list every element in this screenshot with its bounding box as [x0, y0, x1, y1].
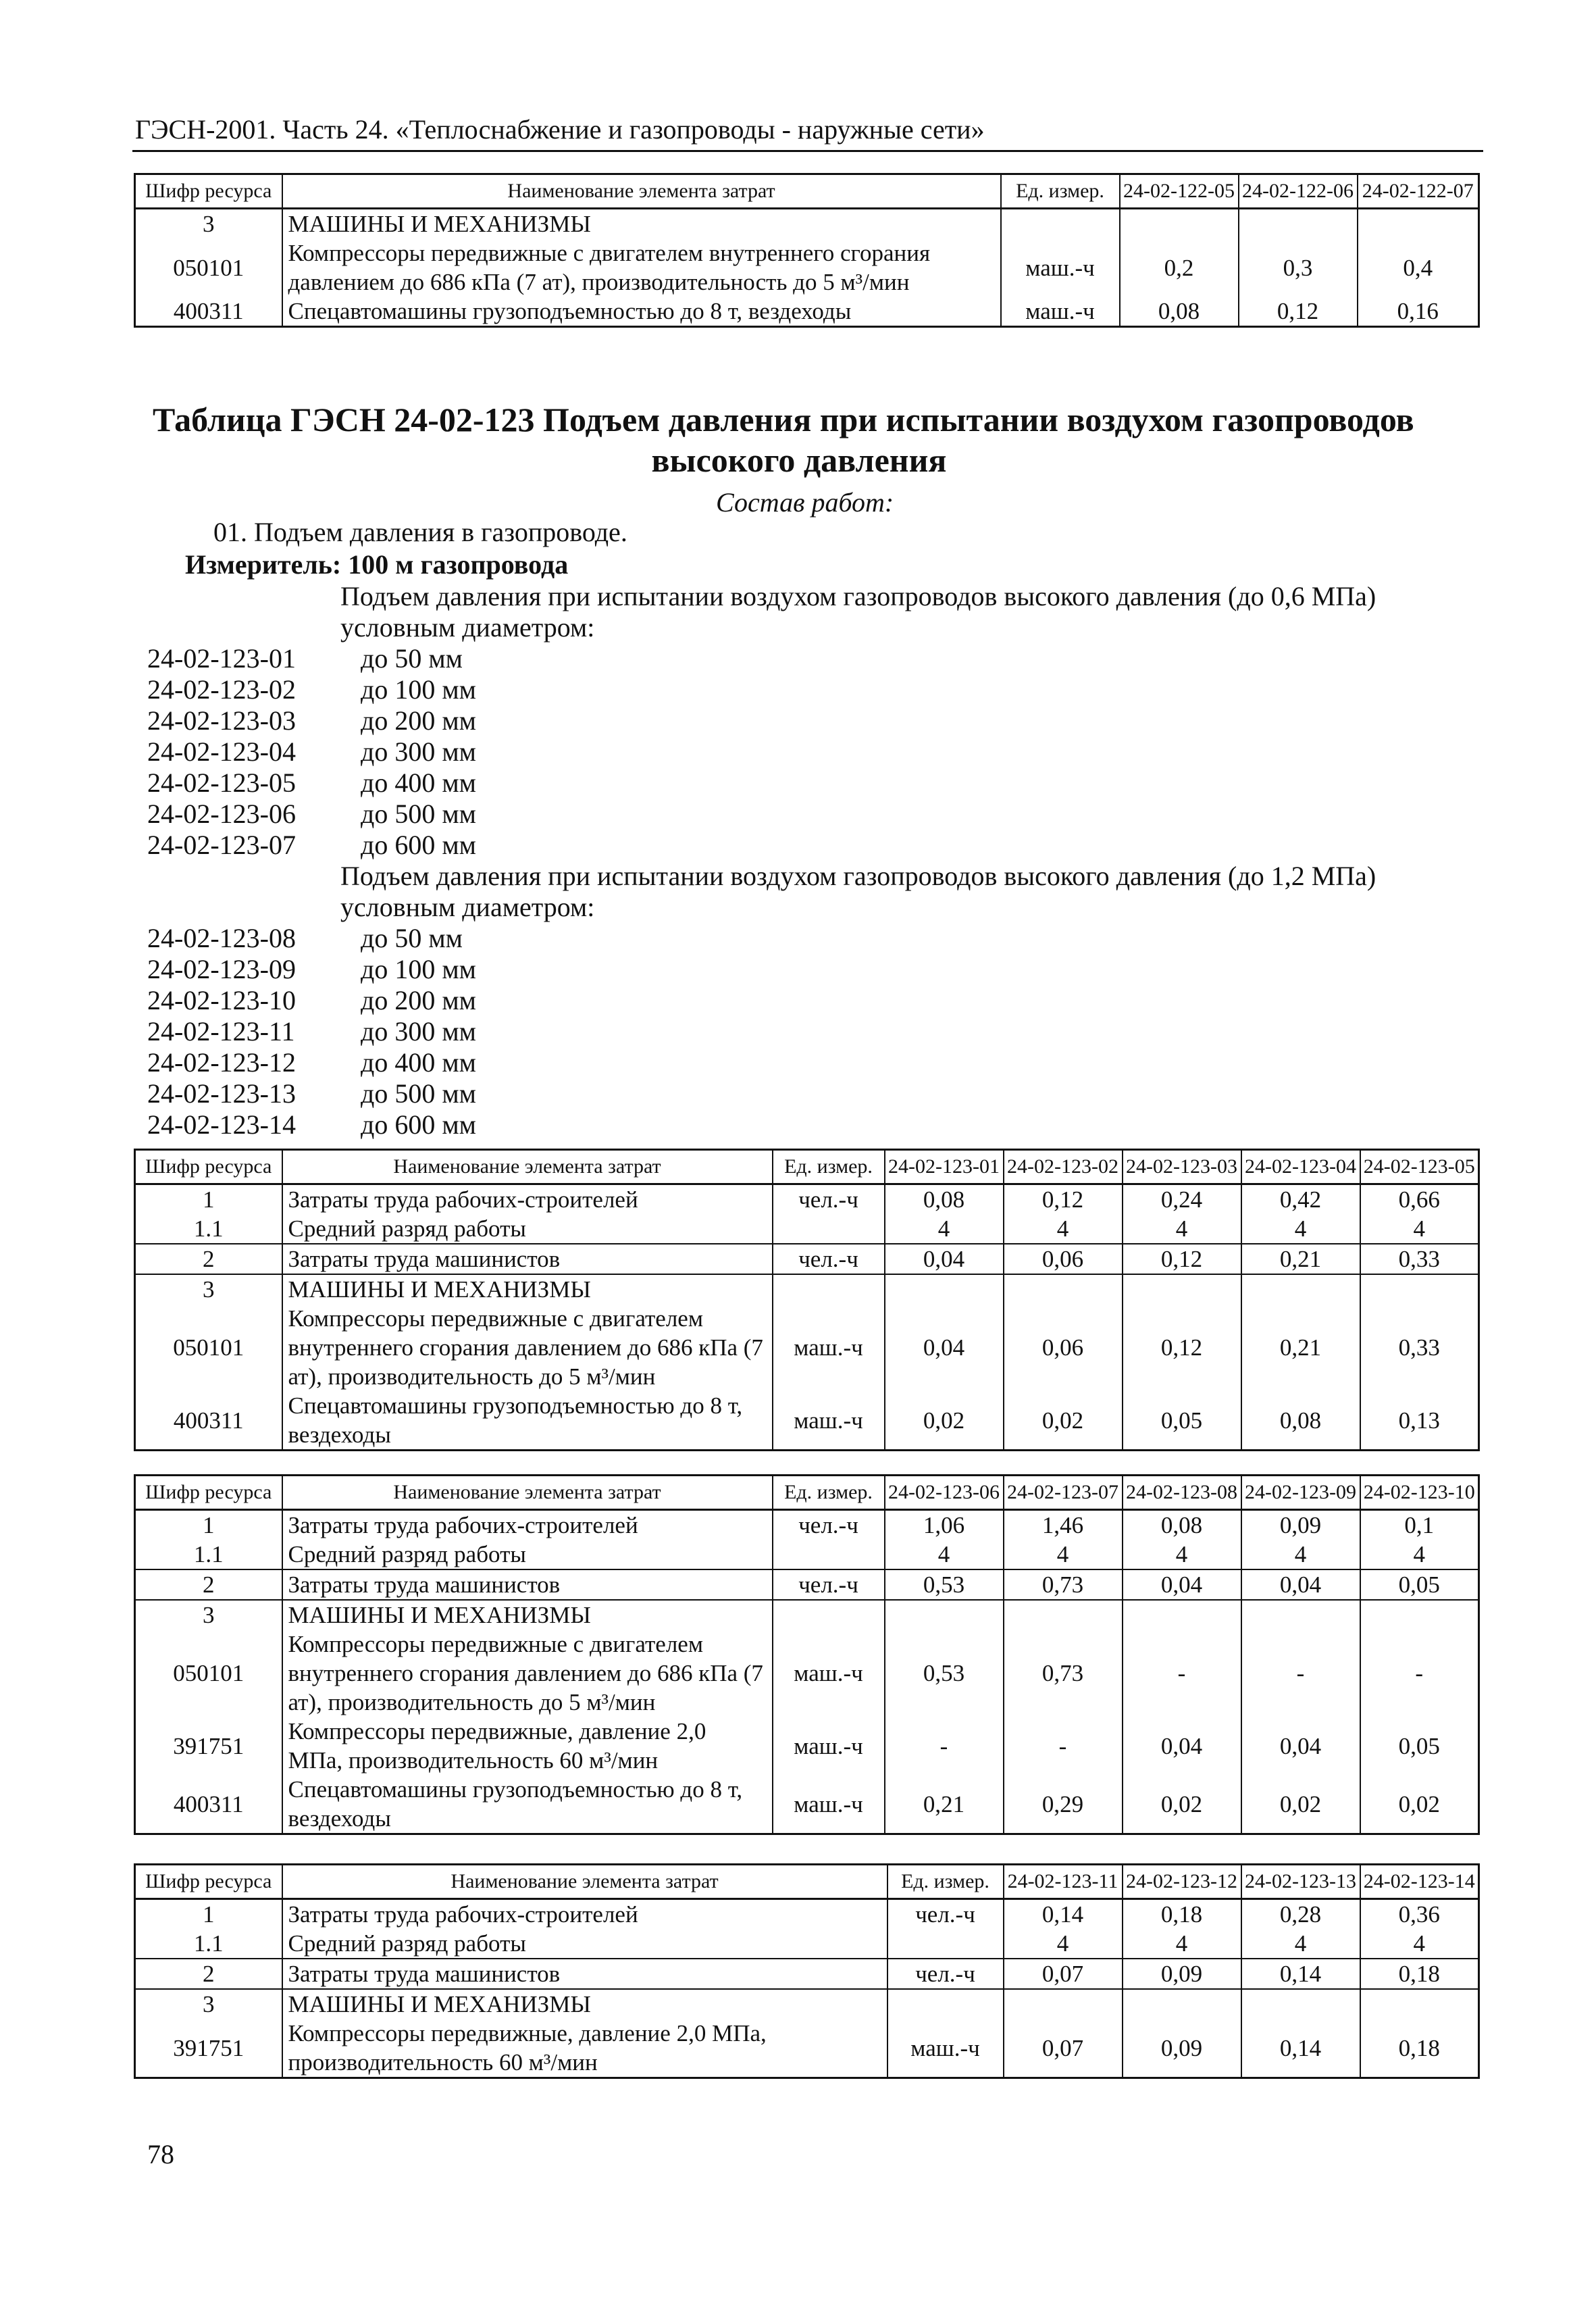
value-cell	[1123, 1600, 1241, 1630]
value-cell: 0,05	[1360, 1717, 1479, 1775]
value-cell: 0,13	[1360, 1391, 1479, 1451]
value-cell	[1004, 1274, 1123, 1304]
value-cell	[1241, 1989, 1360, 2019]
value-cell: 0,21	[1241, 1244, 1360, 1274]
code-list-item	[147, 643, 476, 674]
resource-code: 400311	[135, 297, 282, 327]
diameter-text: до 100 мм	[361, 954, 476, 984]
value-cell: 4	[1360, 1214, 1479, 1244]
norm-code: 24-02-123-08	[147, 923, 296, 953]
table-row	[135, 1717, 1479, 1775]
table-row	[135, 1775, 1479, 1834]
unit-cell	[887, 1989, 1004, 2019]
value-cell: 0,08	[1120, 297, 1239, 327]
value-cell	[1360, 1274, 1479, 1304]
diameter-text: до 200 мм	[361, 705, 476, 736]
value-cell: 0,02	[1241, 1775, 1360, 1834]
header-unit: Ед. измер.	[773, 1150, 885, 1184]
value-cell: 0,28	[1241, 1899, 1360, 1930]
table-row	[135, 2019, 1479, 2078]
value-cell: 4	[1004, 1540, 1123, 1569]
table-row	[135, 297, 1479, 327]
value-cell: 0,18	[1123, 1899, 1241, 1930]
value-cell: 0,02	[1123, 1775, 1241, 1834]
value-cell: 0,09	[1123, 1959, 1241, 1989]
value-cell	[1004, 1989, 1123, 2019]
unit-cell: чел.-ч	[887, 1899, 1004, 1930]
table-row	[135, 209, 1479, 239]
header-name: Наименование элемента затрат	[282, 1150, 773, 1184]
value-cell	[1241, 1274, 1360, 1304]
value-cell: 0,18	[1360, 1959, 1479, 1989]
value-cell: 4	[1004, 1214, 1123, 1244]
page-number: 78	[147, 2139, 174, 2169]
resource-code: 3	[135, 1274, 282, 1304]
header-norm-code: 24-02-123-02	[1004, 1150, 1123, 1184]
value-cell	[1004, 1600, 1123, 1630]
value-cell: 4	[1241, 1929, 1360, 1959]
resource-code: 050101	[135, 1630, 282, 1717]
group2-code-list	[147, 923, 476, 1140]
value-cell: 0,14	[1241, 1959, 1360, 1989]
value-cell: 0,12	[1123, 1304, 1241, 1391]
cost-element-name: Спецавтомашины грузоподъемностью до 8 т, вездеходы	[282, 1775, 773, 1834]
unit-cell: маш.-ч	[1001, 238, 1120, 297]
code-list-item	[147, 1047, 476, 1078]
value-cell: 0,33	[1360, 1304, 1479, 1391]
group1-code-list	[147, 643, 476, 861]
value-cell: 0,06	[1004, 1304, 1123, 1391]
norm-code: 24-02-123-01	[147, 643, 296, 674]
norm-code: 24-02-123-12	[147, 1047, 296, 1078]
table-row	[135, 1274, 1479, 1304]
value-cell: 4	[1123, 1214, 1241, 1244]
resource-code: 1	[135, 1184, 282, 1215]
table-title-line1: Таблица ГЭСН 24-02-123 Подъем давления при испытании воздухом газопроводов	[153, 401, 1414, 438]
header-row	[135, 1150, 1479, 1184]
cost-element-name: Компрессоры передвижные с двигателем внутреннего сгорания давлением до 686 кПа (7 ат), производительность до 5 м³/мин	[282, 1630, 773, 1717]
value-cell: -	[1004, 1717, 1123, 1775]
resource-code: 2	[135, 1244, 282, 1274]
code-list-item	[147, 923, 476, 954]
value-cell: 0,33	[1360, 1244, 1479, 1274]
unit-cell	[1001, 209, 1120, 239]
value-cell: 0,29	[1004, 1775, 1123, 1834]
norm-code: 24-02-123-09	[147, 954, 296, 984]
table-row	[135, 1600, 1479, 1630]
resource-code: 400311	[135, 1775, 282, 1834]
cost-element-name: МАШИНЫ И МЕХАНИЗМЫ	[282, 1274, 773, 1304]
norm-code: 24-02-123-11	[147, 1016, 295, 1047]
header-row	[135, 1865, 1479, 1899]
unit-cell: маш.-ч	[773, 1630, 885, 1717]
table-row	[135, 1569, 1479, 1600]
resource-code: 1.1	[135, 1214, 282, 1244]
value-cell: 0,42	[1241, 1184, 1360, 1215]
value-cell: 0,04	[1123, 1717, 1241, 1775]
value-cell: 0,06	[1004, 1244, 1123, 1274]
header-divider	[132, 150, 1483, 152]
value-cell	[885, 1600, 1004, 1630]
diameter-text: до 50 мм	[361, 643, 463, 674]
unit-cell: чел.-ч	[773, 1184, 885, 1215]
code-list-item	[147, 1016, 476, 1047]
value-cell: 0,73	[1004, 1569, 1123, 1600]
diameter-text: до 500 мм	[361, 799, 476, 829]
unit-cell: чел.-ч	[887, 1959, 1004, 1989]
value-cell: 0,3	[1239, 238, 1358, 297]
cost-element-name: Средний разряд работы	[282, 1929, 887, 1959]
value-cell: 0,4	[1358, 238, 1479, 297]
unit-cell	[773, 1274, 885, 1304]
header-norm-code: 24-02-122-07	[1358, 174, 1479, 209]
value-cell: 1,46	[1004, 1510, 1123, 1540]
header-norm-code: 24-02-123-12	[1123, 1865, 1241, 1899]
norm-code: 24-02-123-14	[147, 1109, 296, 1140]
code-list-item	[147, 985, 476, 1016]
resource-code: 1	[135, 1899, 282, 1930]
value-cell: 0,02	[1004, 1391, 1123, 1451]
norm-code: 24-02-123-06	[147, 799, 296, 829]
value-cell	[1360, 1989, 1479, 2019]
resource-code: 3	[135, 1600, 282, 1630]
value-cell	[1241, 1600, 1360, 1630]
value-cell: 0,2	[1120, 238, 1239, 297]
header-norm-code: 24-02-123-13	[1241, 1865, 1360, 1899]
resource-table-01-05	[134, 1149, 1480, 1451]
value-cell	[1120, 209, 1239, 239]
cost-element-name: Спецавтомашины грузоподъемностью до 8 т, вездеходы	[282, 297, 1001, 327]
diameter-text: до 600 мм	[361, 830, 476, 860]
cost-element-name: Затраты труда рабочих-строителей	[282, 1899, 887, 1930]
resource-code: 1.1	[135, 1540, 282, 1569]
value-cell: 0,1	[1360, 1510, 1479, 1540]
diameter-text: до 200 мм	[361, 985, 476, 1015]
cost-element-name: Компрессоры передвижные с двигателем внутреннего сгорания давлением до 686 кПа (7 ат), производительность до 5 м³/мин	[282, 238, 1001, 297]
unit-cell: маш.-ч	[1001, 297, 1120, 327]
value-cell: 0,07	[1004, 1959, 1123, 1989]
table-title-line2: высокого давления	[651, 441, 947, 479]
value-cell: 4	[1241, 1540, 1360, 1569]
code-list-item	[147, 736, 476, 768]
header-norm-code: 24-02-123-04	[1241, 1150, 1360, 1184]
header-unit: Ед. измер.	[773, 1476, 885, 1510]
header-code: Шифр ресурса	[135, 1150, 282, 1184]
resource-table-122	[134, 173, 1480, 328]
value-cell: 4	[1123, 1929, 1241, 1959]
cost-element-name: Затраты труда рабочих-строителей	[282, 1184, 773, 1215]
value-cell: 0,04	[1241, 1569, 1360, 1600]
unit-cell: маш.-ч	[773, 1717, 885, 1775]
value-cell: 0,18	[1360, 2019, 1479, 2078]
code-list-item	[147, 954, 476, 985]
cost-element-name: Средний разряд работы	[282, 1214, 773, 1244]
table-row	[135, 1214, 1479, 1244]
cost-element-name: Затраты труда машинистов	[282, 1569, 773, 1600]
table-row	[135, 1959, 1479, 1989]
norm-code: 24-02-123-10	[147, 985, 296, 1015]
table-row	[135, 1304, 1479, 1391]
unit-cell	[773, 1540, 885, 1569]
unit-cell: маш.-ч	[887, 2019, 1004, 2078]
value-cell: 0,07	[1004, 2019, 1123, 2078]
resource-table-11-14	[134, 1863, 1480, 2079]
header-norm-code: 24-02-123-05	[1360, 1150, 1479, 1184]
group1-description: Подъем давления при испытании воздухом газопроводов высокого давления (до 0,6 МПа) условным диаметром:	[340, 581, 1376, 643]
header-code: Шифр ресурса	[135, 1865, 282, 1899]
cost-element-name: Затраты труда машинистов	[282, 1244, 773, 1274]
value-cell: 0,24	[1123, 1184, 1241, 1215]
value-cell: 4	[1360, 1929, 1479, 1959]
resource-code: 391751	[135, 2019, 282, 2078]
value-cell: 0,04	[1123, 1569, 1241, 1600]
table-row	[135, 1244, 1479, 1274]
diameter-text: до 300 мм	[361, 1016, 476, 1047]
diameter-text: до 500 мм	[361, 1078, 476, 1109]
value-cell: 0,21	[885, 1775, 1004, 1834]
header-name: Наименование элемента затрат	[282, 1476, 773, 1510]
value-cell: 4	[885, 1540, 1004, 1569]
header-code: Шифр ресурса	[135, 1476, 282, 1510]
resource-table-06-10	[134, 1474, 1480, 1835]
composition-label: Состав работ:	[716, 487, 894, 518]
value-cell	[1239, 209, 1358, 239]
code-list-item	[147, 1109, 476, 1140]
table-row	[135, 1510, 1479, 1540]
diameter-text: до 100 мм	[361, 674, 476, 705]
diameter-text: до 300 мм	[361, 736, 476, 767]
cost-element-name: МАШИНЫ И МЕХАНИЗМЫ	[282, 1989, 887, 2019]
unit-cell	[887, 1929, 1004, 1959]
cost-element-name: Компрессоры передвижные, давление 2,0 МПа, производительность 60 м³/мин	[282, 1717, 773, 1775]
header-norm-code: 24-02-123-03	[1123, 1150, 1241, 1184]
value-cell	[1123, 1989, 1241, 2019]
cost-element-name: Затраты труда рабочих-строителей	[282, 1510, 773, 1540]
value-cell: 0,02	[885, 1391, 1004, 1451]
unit-cell	[773, 1600, 885, 1630]
table-row	[135, 1929, 1479, 1959]
table-row	[135, 1899, 1479, 1930]
table-row	[135, 1540, 1479, 1569]
value-cell: 0,04	[1241, 1717, 1360, 1775]
value-cell	[1123, 1274, 1241, 1304]
work-item: 01. Подъем давления в газопроводе.	[213, 517, 627, 547]
code-list-item	[147, 705, 476, 736]
header-unit: Ед. измер.	[1001, 174, 1120, 209]
unit-cell: маш.-ч	[773, 1304, 885, 1391]
norm-code: 24-02-123-04	[147, 736, 296, 767]
value-cell: -	[1241, 1630, 1360, 1717]
value-cell: 0,02	[1360, 1775, 1479, 1834]
norm-code: 24-02-123-03	[147, 705, 296, 736]
table-row	[135, 1989, 1479, 2019]
value-cell: 0,12	[1004, 1184, 1123, 1215]
unit-cell: чел.-ч	[773, 1244, 885, 1274]
norm-code: 24-02-123-13	[147, 1078, 296, 1109]
value-cell	[1358, 209, 1479, 239]
table-row	[135, 1184, 1479, 1215]
cost-element-name: МАШИНЫ И МЕХАНИЗМЫ	[282, 209, 1001, 239]
value-cell: 4	[1360, 1540, 1479, 1569]
diameter-text: до 50 мм	[361, 923, 463, 953]
value-cell	[885, 1274, 1004, 1304]
code-list-item	[147, 768, 476, 799]
value-cell: 0,12	[1239, 297, 1358, 327]
resource-code: 050101	[135, 238, 282, 297]
header-norm-code: 24-02-122-06	[1239, 174, 1358, 209]
group2-description: Подъем давления при испытании воздухом газопроводов высокого давления (до 1,2 МПа) условным диаметром:	[340, 861, 1376, 922]
header-norm-code: 24-02-123-01	[885, 1150, 1004, 1184]
table-row	[135, 238, 1479, 297]
value-cell: 0,16	[1358, 297, 1479, 327]
value-cell: 0,04	[885, 1244, 1004, 1274]
value-cell: 0,09	[1123, 2019, 1241, 2078]
page-header: ГЭСН-2001. Часть 24. «Теплоснабжение и газопроводы - наружные сети»	[135, 114, 985, 145]
resource-code: 050101	[135, 1304, 282, 1391]
header-norm-code: 24-02-123-06	[885, 1476, 1004, 1510]
measure-unit: Измеритель: 100 м газопровода	[185, 549, 569, 580]
value-cell: 0,66	[1360, 1184, 1479, 1215]
table-row	[135, 1630, 1479, 1717]
value-cell: 4	[1241, 1214, 1360, 1244]
cost-element-name: МАШИНЫ И МЕХАНИЗМЫ	[282, 1600, 773, 1630]
table-row	[135, 1391, 1479, 1451]
resource-code: 3	[135, 209, 282, 239]
header-row	[135, 1476, 1479, 1510]
cost-element-name: Компрессоры передвижные, давление 2,0 МПа, производительность 60 м³/мин	[282, 2019, 887, 2078]
value-cell: 0,14	[1241, 2019, 1360, 2078]
cost-element-name: Спецавтомашины грузоподъемностью до 8 т, вездеходы	[282, 1391, 773, 1451]
resource-code: 1	[135, 1510, 282, 1540]
table-title	[132, 400, 1456, 480]
value-cell: 0,14	[1004, 1899, 1123, 1930]
header-row	[135, 174, 1479, 209]
value-cell: 1,06	[885, 1510, 1004, 1540]
resource-code: 2	[135, 1569, 282, 1600]
resource-code: 3	[135, 1989, 282, 2019]
header-norm-code: 24-02-122-05	[1120, 174, 1239, 209]
header-norm-code: 24-02-123-11	[1004, 1865, 1123, 1899]
resource-code: 2	[135, 1959, 282, 1989]
header-norm-code: 24-02-123-07	[1004, 1476, 1123, 1510]
code-list-item	[147, 674, 476, 705]
unit-cell: чел.-ч	[773, 1510, 885, 1540]
value-cell: 0,53	[885, 1630, 1004, 1717]
header-code: Шифр ресурса	[135, 174, 282, 209]
norm-code: 24-02-123-05	[147, 768, 296, 798]
value-cell: 0,08	[1241, 1391, 1360, 1451]
code-list-item	[147, 830, 476, 861]
value-cell: 0,04	[885, 1304, 1004, 1391]
value-cell: 0,09	[1241, 1510, 1360, 1540]
header-name: Наименование элемента затрат	[282, 174, 1001, 209]
code-list-item	[147, 799, 476, 830]
resource-code: 391751	[135, 1717, 282, 1775]
cost-element-name: Затраты труда машинистов	[282, 1959, 887, 1989]
unit-cell: маш.-ч	[773, 1391, 885, 1451]
value-cell: -	[1360, 1630, 1479, 1717]
value-cell: 0,05	[1123, 1391, 1241, 1451]
code-list-item	[147, 1078, 476, 1109]
diameter-text: до 600 мм	[361, 1109, 476, 1140]
value-cell: -	[1123, 1630, 1241, 1717]
header-norm-code: 24-02-123-09	[1241, 1476, 1360, 1510]
value-cell: 0,05	[1360, 1569, 1479, 1600]
header-norm-code: 24-02-123-10	[1360, 1476, 1479, 1510]
cost-element-name: Средний разряд работы	[282, 1540, 773, 1569]
unit-cell: маш.-ч	[773, 1775, 885, 1834]
value-cell: 0,73	[1004, 1630, 1123, 1717]
value-cell: 4	[885, 1214, 1004, 1244]
value-cell: 0,08	[885, 1184, 1004, 1215]
value-cell: -	[885, 1717, 1004, 1775]
header-norm-code: 24-02-123-08	[1123, 1476, 1241, 1510]
value-cell: 0,36	[1360, 1899, 1479, 1930]
value-cell: 4	[1123, 1540, 1241, 1569]
header-norm-code: 24-02-123-14	[1360, 1865, 1479, 1899]
value-cell: 4	[1004, 1929, 1123, 1959]
header-unit: Ед. измер.	[887, 1865, 1004, 1899]
cost-element-name: Компрессоры передвижные с двигателем внутреннего сгорания давлением до 686 кПа (7 ат), производительность до 5 м³/мин	[282, 1304, 773, 1391]
resource-code: 1.1	[135, 1929, 282, 1959]
norm-code: 24-02-123-02	[147, 674, 296, 705]
value-cell: 0,12	[1123, 1244, 1241, 1274]
norm-code: 24-02-123-07	[147, 830, 296, 860]
value-cell: 0,08	[1123, 1510, 1241, 1540]
value-cell: 0,21	[1241, 1304, 1360, 1391]
unit-cell: чел.-ч	[773, 1569, 885, 1600]
unit-cell	[773, 1214, 885, 1244]
value-cell: 0,53	[885, 1569, 1004, 1600]
value-cell	[1360, 1600, 1479, 1630]
header-name: Наименование элемента затрат	[282, 1865, 887, 1899]
diameter-text: до 400 мм	[361, 768, 476, 798]
diameter-text: до 400 мм	[361, 1047, 476, 1078]
resource-code: 400311	[135, 1391, 282, 1451]
